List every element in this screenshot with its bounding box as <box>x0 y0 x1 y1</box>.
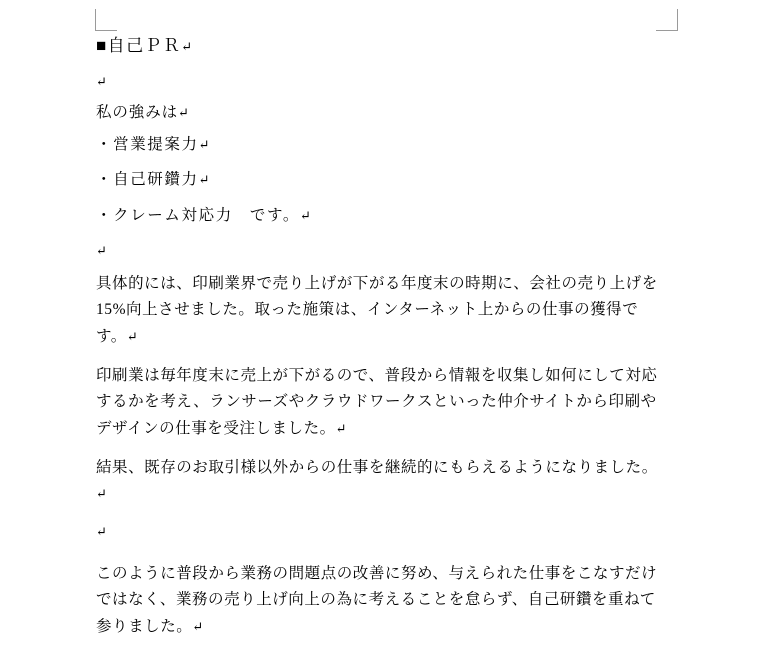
paragraph-mark: ↵ <box>96 524 107 540</box>
paragraph-empty-2 <box>96 239 662 263</box>
paragraph-bullet-2 <box>96 168 662 192</box>
paragraph-bullet-3 <box>96 204 662 228</box>
paragraph-mark: ↵ <box>96 486 107 502</box>
paragraph-text: 印刷業は毎年度末に売上が下がるので、普段から情報を収集し如何にして対応するかを考え、ランサーズやクラウドワークスといった仲介サイトから印刷やデザインの仕事を受注しました。 <box>96 366 658 438</box>
paragraph-mark: ↵ <box>198 136 210 152</box>
paragraph-mark: ↵ <box>96 243 107 259</box>
paragraph-bullet-1 <box>96 133 662 157</box>
paragraph-body-1 <box>96 271 662 351</box>
paragraph-intro <box>96 101 662 125</box>
paragraph-body-3 <box>96 455 662 508</box>
paragraph-mark: ↵ <box>299 207 311 223</box>
paragraph-mark: ↵ <box>126 329 138 345</box>
paragraph-text: 私の強みは <box>96 104 179 122</box>
paragraph-text: ・営業提案力 <box>96 135 199 153</box>
paragraph-heading <box>96 33 662 60</box>
crop-mark-top-left-icon <box>95 9 117 31</box>
document-text-area[interactable] <box>96 33 662 652</box>
paragraph-text: ・クレーム対応力 です。 <box>96 206 300 224</box>
paragraph-mark: ↵ <box>198 172 210 188</box>
crop-mark-top-right-icon <box>656 9 678 31</box>
paragraph-body-2 <box>96 363 662 443</box>
paragraph-text: このように普段から業務の問題点の改善に努め、与えられた仕事をこなすだけではなく、業務の売り上げ向上の為に考えることを怠らず、自己研鑽を重ねて参りました。 <box>96 564 658 635</box>
paragraph-mark: ↵ <box>96 73 107 89</box>
paragraph-empty <box>96 70 662 94</box>
paragraph-text: 結果、既存のお取引様以外からの仕事を継続的にもらえるようになりました。 <box>96 458 658 476</box>
paragraph-mark: ↵ <box>178 105 189 121</box>
paragraph-mark: ↵ <box>192 618 204 634</box>
paragraph-text: 具体的には、印刷業界で売り上げが下がる年度末の時期に、会社の売り上げを 15%向上させました。取った施策は、インターネット上からの仕事の獲得です。 <box>96 274 663 346</box>
paragraph-mark: ↵ <box>181 39 193 54</box>
paragraph-text: ■自己ＰＲ <box>96 36 182 55</box>
paragraph-body-4 <box>96 561 662 641</box>
paragraph-text: ・自己研鑽力 <box>96 171 199 189</box>
paragraph-mark: ↵ <box>335 421 347 437</box>
